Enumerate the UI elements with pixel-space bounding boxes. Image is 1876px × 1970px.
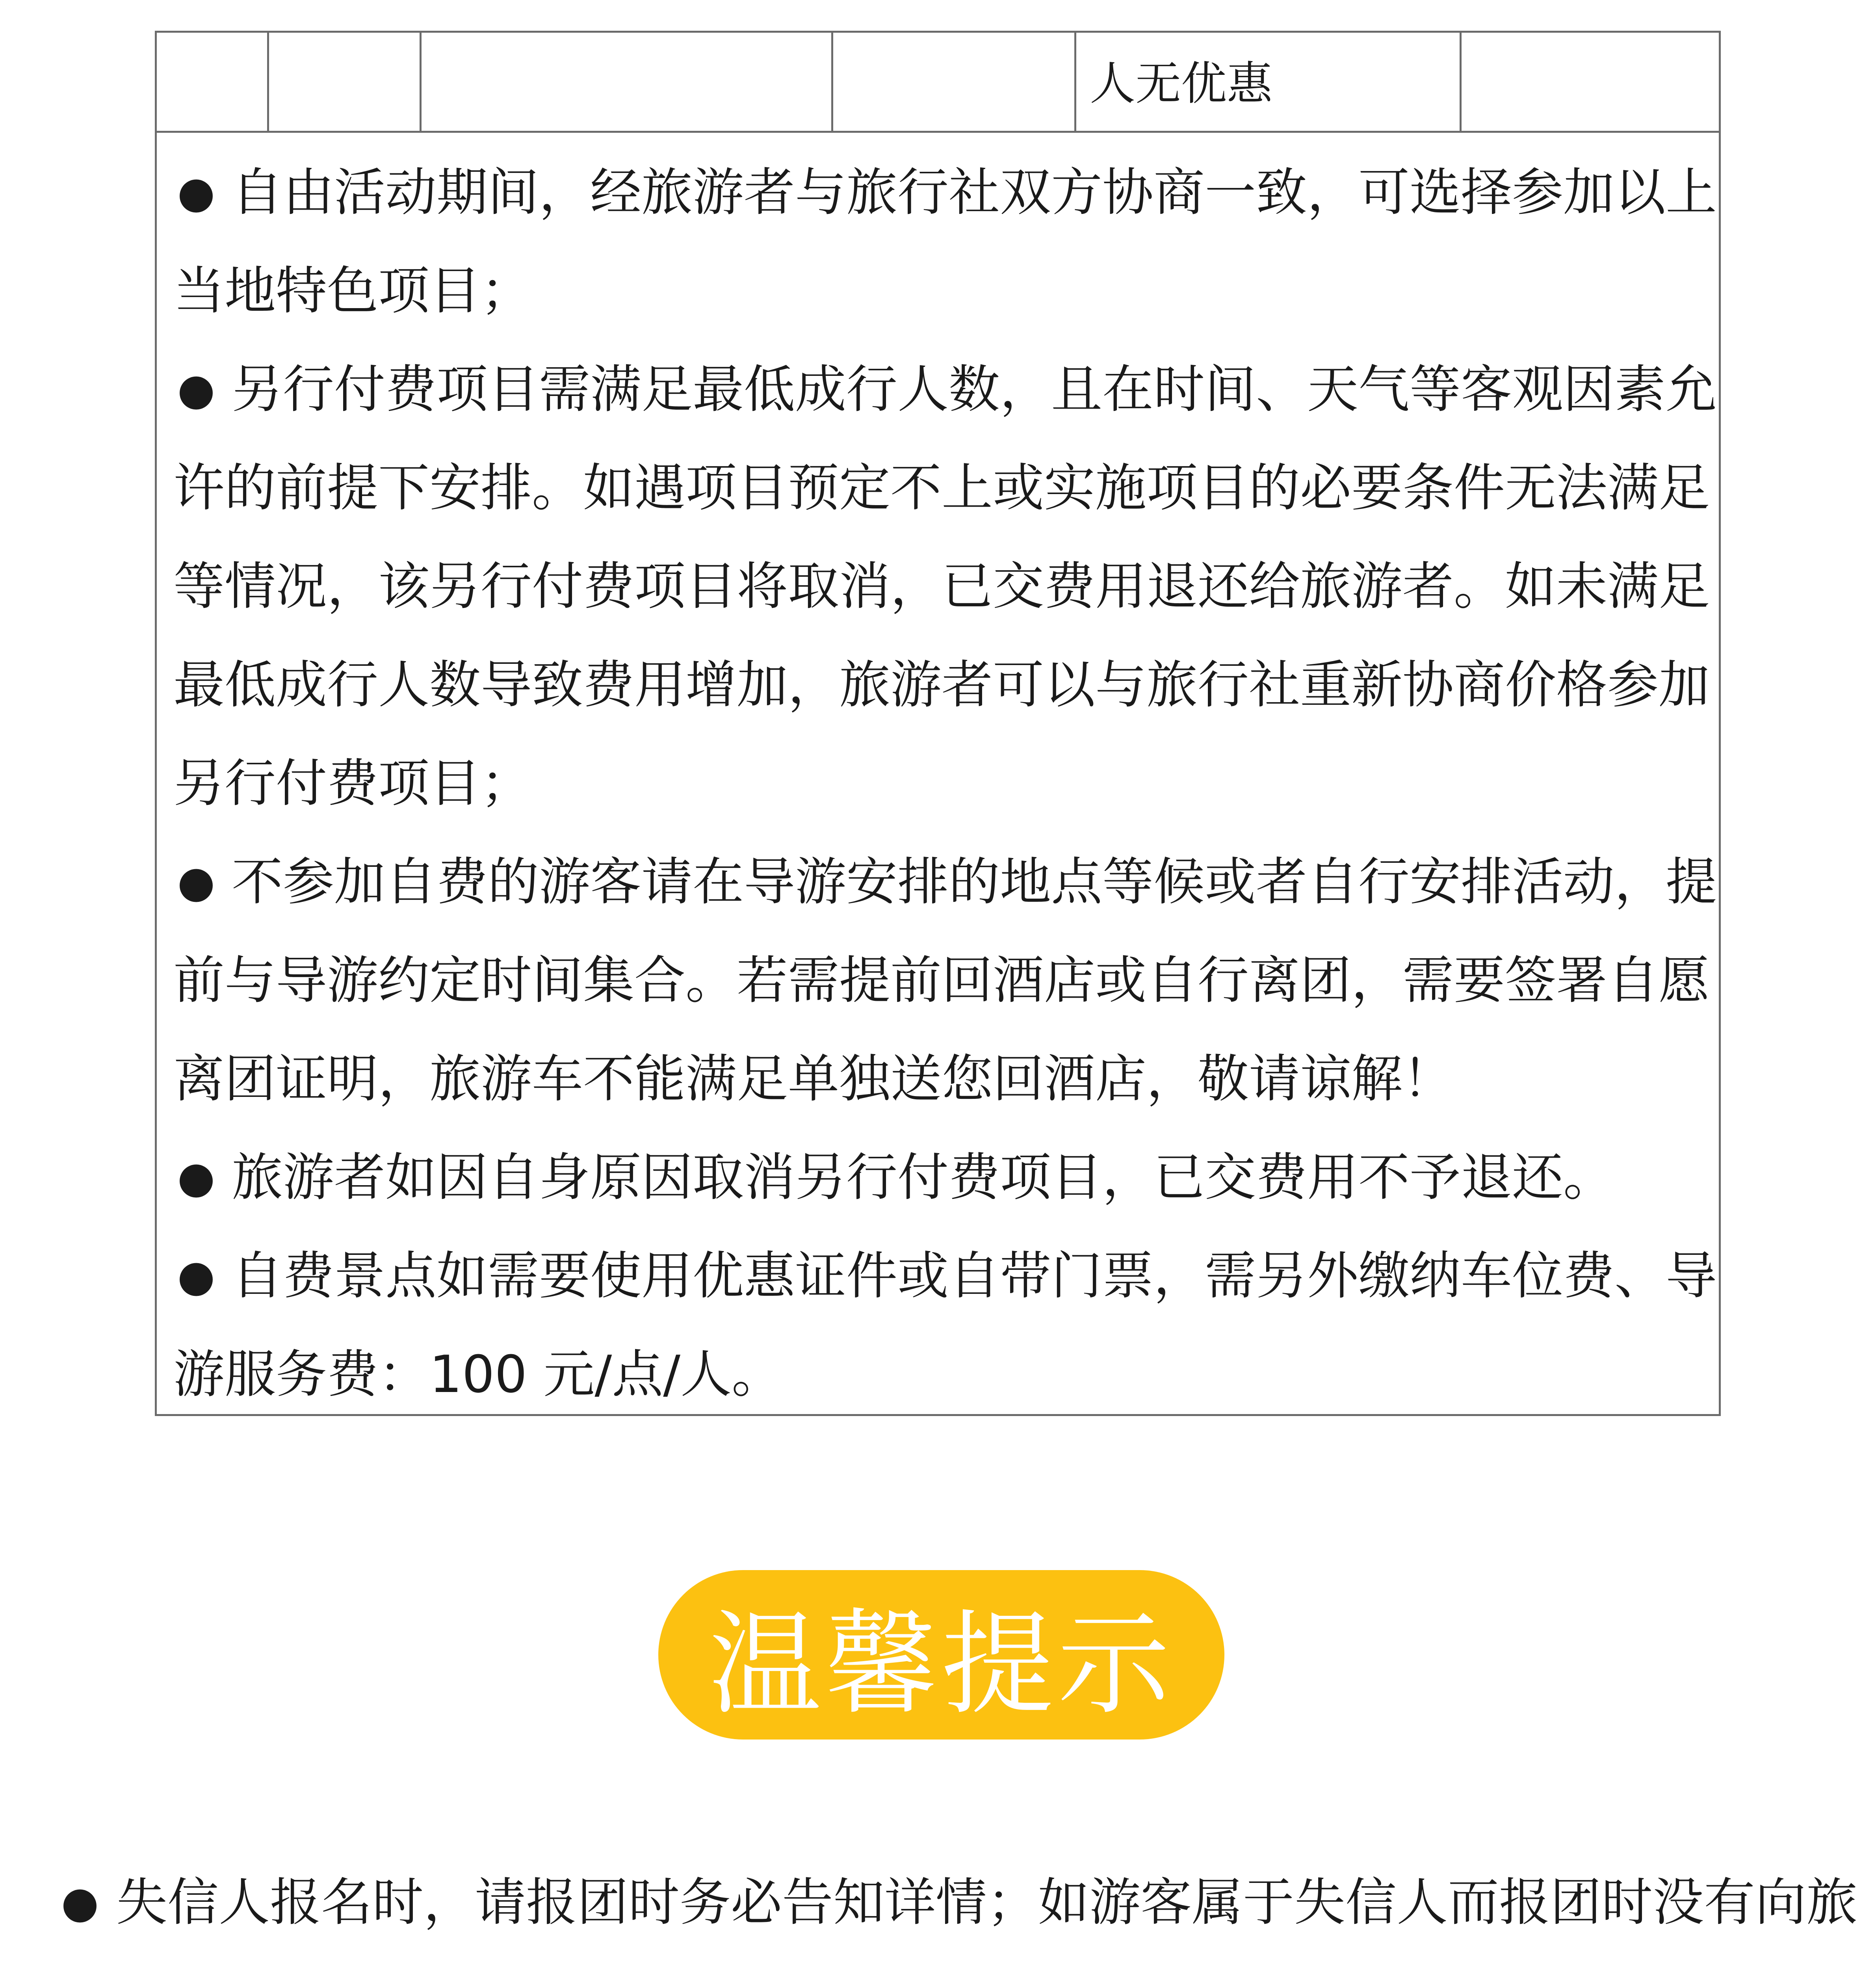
tip-line: 失信人报名时，请报团时务必告知详情；如游客属于失信人而报团时没有向旅 <box>116 1872 1858 1932</box>
table-note-line: 离团证明，旅游车不能满足单独送您回酒店，敬请谅解！ <box>173 1049 1454 1109</box>
fee-table <box>155 31 1721 1416</box>
bullet-icon: ● <box>177 167 215 217</box>
bullet-icon: ● <box>177 1251 215 1301</box>
table-note-item <box>173 1227 1717 1424</box>
bullet-icon: ● <box>61 1877 99 1927</box>
table-note-line: 许的前提下安排。如遇项目预定不上或实施项目的必要条件无法满足 <box>173 458 1710 518</box>
table-note-line: 另行付费项目需满足最低成行人数，且在时间、天气等客观因素允 <box>232 359 1717 419</box>
column-divider <box>831 33 833 131</box>
table-note-line: 前与导游约定时间集合。若需提前回酒店或自行离团，需要签署自愿 <box>173 950 1710 1010</box>
table-note-line: 当地特色项目； <box>173 261 532 321</box>
bullet-icon: ● <box>177 1152 215 1202</box>
column-divider <box>420 33 422 131</box>
table-note-line: 自费景点如需要使用优惠证件或自带门票，需另外缴纳车位费、导 <box>232 1246 1717 1306</box>
tips-list <box>57 1852 1858 1970</box>
column-divider <box>267 33 269 131</box>
table-note-item <box>173 143 1717 340</box>
table-note-item <box>173 1128 1702 1227</box>
bullet-icon: ● <box>177 857 215 907</box>
table-note-item <box>173 833 1717 1128</box>
section-title: 温馨提示 <box>709 1599 1174 1730</box>
table-note-line: 自由活动期间，经旅游者与旅行社双方协商一致，可选择参加以上 <box>232 162 1717 222</box>
table-note-line: 等情况，该另行付费项目将取消，已交费用退还给旅游者。如未满足 <box>173 556 1710 616</box>
table-top-row <box>157 33 1719 133</box>
table-note-line: 另行付费项目； <box>173 753 532 813</box>
table-note-item <box>173 340 1717 833</box>
discount-cell-text: 人无优惠 <box>1090 57 1272 110</box>
column-divider <box>1074 33 1076 131</box>
table-note-line: 游服务费：100 元/点/人。 <box>173 1344 783 1404</box>
table-notes-cell <box>173 143 1717 1424</box>
column-divider <box>1460 33 1462 131</box>
section-title-badge <box>658 1570 1224 1740</box>
bullet-icon: ● <box>177 364 215 414</box>
tip-line <box>57 1953 1838 1970</box>
table-note-line: 不参加自费的游客请在导游安排的地点等候或者自行安排活动，提 <box>232 852 1717 912</box>
table-note-line: 最低成行人数导致费用增加，旅游者可以与旅行社重新协商价格参加 <box>173 655 1710 715</box>
table-note-line: 旅游者如因自身原因取消另行付费项目，已交费用不予退还。 <box>232 1147 1615 1207</box>
tip-item <box>57 1852 1858 1970</box>
